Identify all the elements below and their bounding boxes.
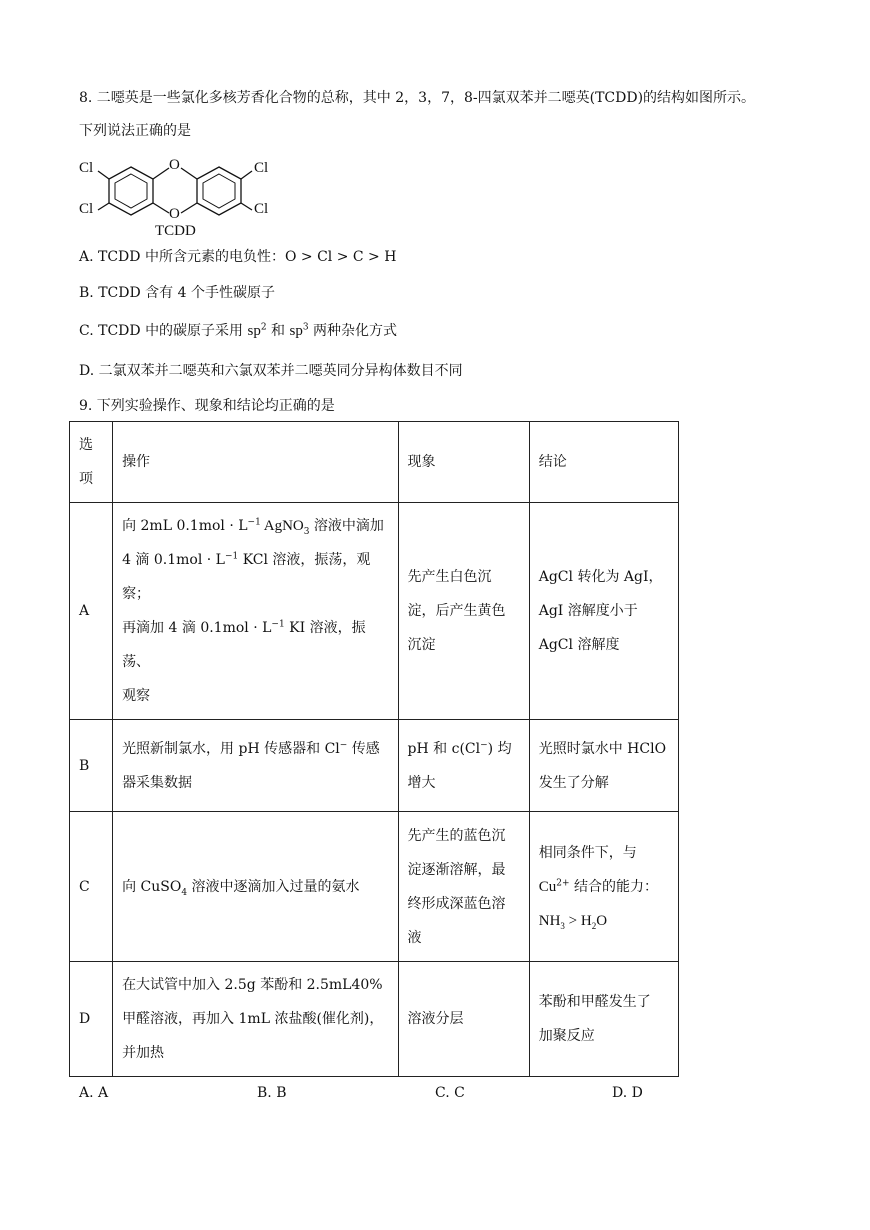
q8-option-c-sup2: 2 xyxy=(260,322,267,333)
q8-stem-line1: 8. 二噁英是一些氯化多核芳香化合物的总称，其中 2，3，7，8-四氯双苯并二噁英(TCDD)的结构如图所示。 xyxy=(79,90,756,106)
row-d-phenomenon: 溶液分层 xyxy=(398,962,529,1077)
table-header-row xyxy=(70,422,679,503)
row-c-label: C xyxy=(70,812,113,962)
row-d-operation: 在大试管中加入 2.5g 苯酚和 2.5mL40% 甲醛溶液，再加入 1mL 浓盐酸(催化剂)， 并加热 xyxy=(113,962,398,1077)
header-operation: 操作 xyxy=(113,422,398,503)
q9-answer-c: C. C xyxy=(435,1085,465,1101)
bond-cl-top-right xyxy=(241,171,252,179)
q9-answer-b: B. B xyxy=(257,1085,287,1101)
row-a-operation: 向 2mL $0.1mol \cdot L^{-1}$ AgNO$_3$ 溶液中滴加 4 滴 $0.1mol \cdot L^{-1}$ KCl 溶液，振荡，观察； 再滴加 4 滴 $0.1mol \cdot L^{-1}$ KI 溶液，振荡、 观察 xyxy=(113,503,398,720)
cl-top-left-label: Cl xyxy=(79,160,94,176)
header-phenomenon: 现象 xyxy=(398,422,529,503)
q8-option-c-sp2: sp xyxy=(247,323,261,339)
left-ring-inner xyxy=(115,174,147,208)
table-row-a xyxy=(70,503,679,720)
cl-bottom-left-label: Cl xyxy=(79,201,94,217)
table-row-d xyxy=(70,962,679,1077)
q8-option-c-mid: 和 xyxy=(266,323,290,339)
bond-o-top-right xyxy=(181,168,197,179)
table-row-c xyxy=(70,812,679,962)
bond-cl-top-left xyxy=(98,171,109,179)
row-b-label: B xyxy=(70,720,113,812)
right-ring-inner xyxy=(203,174,235,208)
row-b-phenomenon: pH 和 c(Cl−) 均 增大 xyxy=(398,720,529,812)
q8-stem-line2: 下列说法正确的是 xyxy=(79,123,191,139)
q8-option-a: A. TCDD 中所含元素的电负性：O > Cl > C > H xyxy=(79,249,397,265)
row-c-phenomenon: 先产生的蓝色沉 淀逐渐溶解，最 终形成深蓝色溶 液 xyxy=(398,812,529,962)
row-c-conclusion: 相同条件下，与 $Cu^{2+}$ 结合的能力： $NH_3 > H_2O$ xyxy=(529,812,678,962)
row-a-label: A xyxy=(70,503,113,720)
q8-option-b: B. TCDD 含有 4 个手性碳原子 xyxy=(79,285,275,301)
row-a-conclusion: AgCl 转化为 AgI， AgI 溶解度小于 AgCl 溶解度 xyxy=(529,503,678,720)
row-d-conclusion: 苯酚和甲醛发生了 加聚反应 xyxy=(529,962,678,1077)
header-conclusion: 结论 xyxy=(529,422,678,503)
o-bottom-label: O xyxy=(169,206,180,222)
row-b-conclusion: 光照时氯水中 HClO 发生了分解 xyxy=(529,720,678,812)
cl-top-right-label: Cl xyxy=(254,160,269,176)
q8-option-c-prefix: C. TCDD 中的碳原子采用 xyxy=(79,323,248,339)
q8-option-d: D. 二氯双苯并二噁英和六氯双苯并二噁英同分异构体数目不同 xyxy=(79,363,463,379)
q8-option-c-suffix: 两种杂化方式 xyxy=(308,323,398,339)
header-option: 选 项 xyxy=(70,422,113,503)
row-d-label: D xyxy=(70,962,113,1077)
q8-option-c xyxy=(79,321,397,341)
bond-cl-bottom-right xyxy=(241,203,252,210)
q9-answer-d: D. D xyxy=(612,1085,643,1101)
bond-o-bottom-right xyxy=(181,203,197,213)
experiment-table xyxy=(69,421,679,1077)
q9-answer-a: A. A xyxy=(79,1085,109,1101)
bond-o-bottom-left xyxy=(153,203,169,213)
tcdd-name-label: TCDD xyxy=(155,223,196,239)
q9-stem: 9. 下列实验操作、现象和结论均正确的是 xyxy=(79,398,335,414)
row-a-phenomenon: 先产生白色沉 淀，后产生黄色 沉淀 xyxy=(398,503,529,720)
bond-o-top-left xyxy=(153,168,169,179)
o-top-label: O xyxy=(169,157,180,173)
q8-option-c-sup3: 3 xyxy=(302,322,309,333)
row-c-operation: 向 CuSO$_4$ 溶液中逐滴加入过量的氨水 xyxy=(113,812,398,962)
table-row-b xyxy=(70,720,679,812)
tcdd-structure-diagram xyxy=(76,150,286,242)
q8-option-c-sp3: sp xyxy=(289,323,303,339)
bond-cl-bottom-left xyxy=(98,203,109,210)
cl-bottom-right-label: Cl xyxy=(254,201,269,217)
row-b-operation: 光照新制氯水，用 pH 传感器和 Cl− 传感 器采集数据 xyxy=(113,720,398,812)
